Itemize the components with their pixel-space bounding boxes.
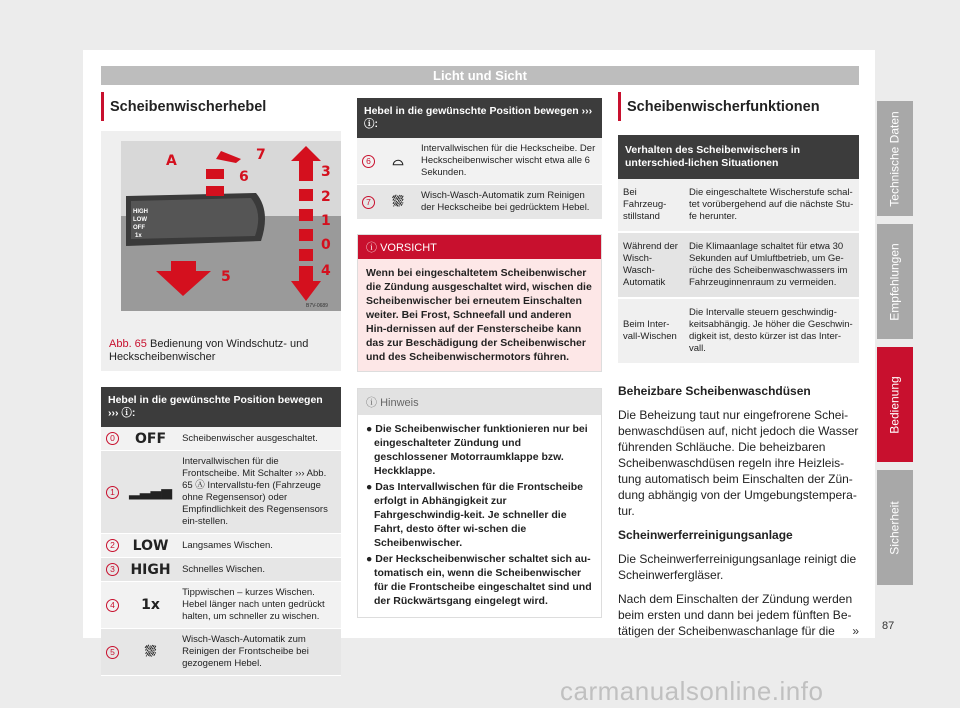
label-4: 4	[321, 263, 331, 279]
label-0: 0	[321, 237, 331, 253]
note-box	[357, 388, 602, 618]
tab-technische-daten[interactable]: Technische Daten	[877, 101, 913, 216]
symbol-icon: OFF	[124, 427, 177, 451]
position-number: 7	[362, 196, 375, 209]
symbol-icon: LOW	[124, 534, 177, 558]
table-row	[101, 582, 341, 629]
label-2: 2	[321, 189, 331, 205]
label-5: 5	[221, 269, 231, 285]
side-tabs	[877, 101, 913, 593]
table-header: Verhalten des Scheibenwischers in unterschied-lichen Situationen	[618, 135, 859, 179]
figure-ref: B7V-0689	[306, 303, 328, 309]
symbol-icon: ⌓	[380, 138, 416, 185]
situation-label: Bei Fahrzeug-stillstand	[618, 179, 684, 232]
position-number: 5	[106, 646, 119, 659]
figure-wiper-lever	[101, 131, 341, 331]
tab-empfehlungen[interactable]: Empfehlungen	[877, 224, 913, 339]
rear-wiper-table	[357, 98, 602, 220]
paragraph: Nach dem Einschalten der Zündung werden beim ersten und dann bei jedem fünften Be-tätigen der Scheibenwaschanlage für die »	[618, 592, 859, 638]
row-text: Langsames Wischen.	[177, 534, 341, 558]
note-item: ● Die Scheibenwischer funktionieren nur bei eingeschalteter Zündung und geschlossener Motorraumklappe bzw. Heckklappe.	[366, 423, 588, 477]
symbol-icon: ⛆	[124, 629, 177, 676]
row-text: Tippwischen – kurzes Wischen. Hebel länger nach unten gedrückt halten, um schneller zu wischen.	[177, 582, 341, 629]
tab-bedienung[interactable]: Bedienung	[877, 347, 913, 462]
warning-icon: ⓘ	[366, 242, 377, 254]
table-row	[101, 629, 341, 676]
table-row	[618, 298, 859, 364]
lever-position-table	[101, 387, 341, 676]
warning-header: ⓘ VORSICHT	[358, 235, 601, 259]
chapter-header: Licht und Sicht	[101, 66, 859, 85]
warning-text: Wenn bei eingeschaltetem Scheibenwischer die Zündung ausgeschaltet wird, wischen die Scheibenwischer bei erneutem Einschalten weiter. Bei Frost, Schneefall und anderen Hin-dernissen auf der Fensterscheibe kann das zur Beschädigung der Scheibenwischer und des Scheibenwischermotors führen.	[358, 259, 601, 371]
svg-text:OFF: OFF	[133, 225, 145, 231]
wiper-function-table	[618, 135, 859, 365]
column-3	[618, 92, 859, 647]
row-text: Wisch-Wasch-Automatik zum Reinigen der Frontscheibe bei gezogenem Hebel.	[177, 629, 341, 676]
svg-text:LOW: LOW	[133, 217, 147, 223]
row-text: Intervallwischen für die Frontscheibe. Mit Schalter ››› Abb. 65 Ⓐ Intervallstu-fen (Fahrzeuge ohne Regensensor) oder Empfindlichkeit des Regensensors ein-stellen.	[177, 451, 341, 534]
symbol-icon: HIGH	[124, 558, 177, 582]
symbol-icon: ⛆	[380, 185, 416, 220]
note-list	[358, 415, 601, 617]
table-row	[357, 185, 602, 220]
figure-caption	[101, 331, 341, 371]
position-number: 3	[106, 563, 119, 576]
paragraph: Die Scheinwerferreinigungsanlage reinigt die Scheinwerfergläser.	[618, 552, 857, 582]
info-icon: ⓘ	[366, 397, 377, 409]
column-1	[101, 92, 341, 676]
situation-text: Die Klimaanlage schaltet für etwa 30 Sekunden auf Umluftbetrieb, um Ge-rüche des Scheibenwaschwassers im Fahrzeuginnenraum zu vermeiden.	[684, 232, 859, 298]
label-a: A	[166, 153, 177, 169]
row-text: Scheibenwischer ausgeschaltet.	[177, 427, 341, 451]
table-row	[101, 558, 341, 582]
note-item: ● Das Intervallwischen für die Frontscheibe erfolgt in Abhängigkeit zur Fahrgeschwindig-keit. Je schneller die Fahrt, desto öfter wi-schen die Scheibenwischer.	[366, 481, 583, 549]
table-header: Hebel in die gewünschte Position bewegen ››› ⓘ:	[357, 98, 602, 138]
situation-text: Die Intervalle steuern geschwindig-keitsabhängig. Je höher die Geschwin-digkeit ist, desto kürzer ist das Inter-vall.	[684, 298, 859, 364]
label-3: 3	[321, 164, 331, 180]
symbol-icon: 1x	[124, 582, 177, 629]
label-1: 1	[321, 213, 331, 229]
position-number: 6	[362, 155, 375, 168]
position-number: 1	[106, 486, 119, 499]
table-row	[618, 179, 859, 232]
situation-text: Die eingeschaltete Wischerstufe schal-tet vorübergehend auf die nächste Stu-fe herunter.	[684, 179, 859, 232]
table-header: Hebel in die gewünschte Position bewegen ››› ⓘ:	[101, 387, 341, 427]
position-number: 2	[106, 539, 119, 552]
caption-text: Bedienung von Windschutz- und Heckscheibenwischer	[109, 338, 309, 363]
label-7: 7	[256, 147, 266, 163]
table-row	[101, 427, 341, 451]
note-header: ⓘ Hinweis	[358, 389, 601, 415]
position-number: 4	[106, 599, 119, 612]
section-heading: Scheibenwischerhebel	[101, 92, 341, 121]
column-2	[357, 92, 602, 618]
page-number: 87	[882, 620, 895, 632]
table-row	[101, 451, 341, 534]
table-row	[101, 534, 341, 558]
position-number: 0	[106, 432, 119, 445]
subheading-nozzles: Beheizbare Scheibenwaschdüsen	[618, 384, 811, 398]
row-text: Wisch-Wasch-Automatik zum Reinigen der Heckscheibe bei gedrücktem Hebel.	[416, 185, 602, 220]
symbol-icon: ▂▃▄▅	[124, 451, 177, 534]
continue-arrow-icon[interactable]: »	[852, 624, 859, 638]
table-row	[618, 232, 859, 298]
table-row	[357, 138, 602, 185]
section-heading: Scheibenwischerfunktionen	[618, 92, 859, 121]
wiper-lever-illustration	[121, 141, 341, 311]
subheading-headlight-cleaning: Scheinwerferreinigungsanlage	[618, 528, 793, 542]
note-item: ● Der Heckscheibenwischer schaltet sich au-tomatisch ein, wenn die Scheibenwischer für die Frontscheibe eingeschaltet sind und der Rückwärtsgang eingelegt wird.	[366, 553, 592, 607]
situation-label: Beim Inter-vall-Wischen	[618, 298, 684, 364]
tab-sicherheit[interactable]: Sicherheit	[877, 470, 913, 585]
svg-text:HIGH: HIGH	[133, 209, 148, 215]
label-6: 6	[239, 169, 249, 185]
situation-label: Während der Wisch-Wasch-Automatik	[618, 232, 684, 298]
watermark: carmanualsonline.info	[560, 676, 824, 706]
paragraph: Die Beheizung taut nur eingefrorene Schei-benwaschdüsen auf, nicht jedoch die Wasser führenden Schläuche. Die beheizbaren Scheibenwaschdüsen regeln ihre Heizleis-tung automatisch beim Einschalten der Zün-dung abhängig von der Umgebungstempera-tur.	[618, 408, 859, 518]
row-text: Schnelles Wischen.	[177, 558, 341, 582]
body-text	[618, 383, 859, 639]
row-text: Intervallwischen für die Heckscheibe. Der Heckscheibenwischer wischt etwa alle 6 Sekunden.	[416, 138, 602, 185]
warning-box	[357, 234, 602, 372]
caption-ref[interactable]: Abb. 65	[109, 338, 147, 350]
svg-text:1x: 1x	[135, 233, 142, 239]
